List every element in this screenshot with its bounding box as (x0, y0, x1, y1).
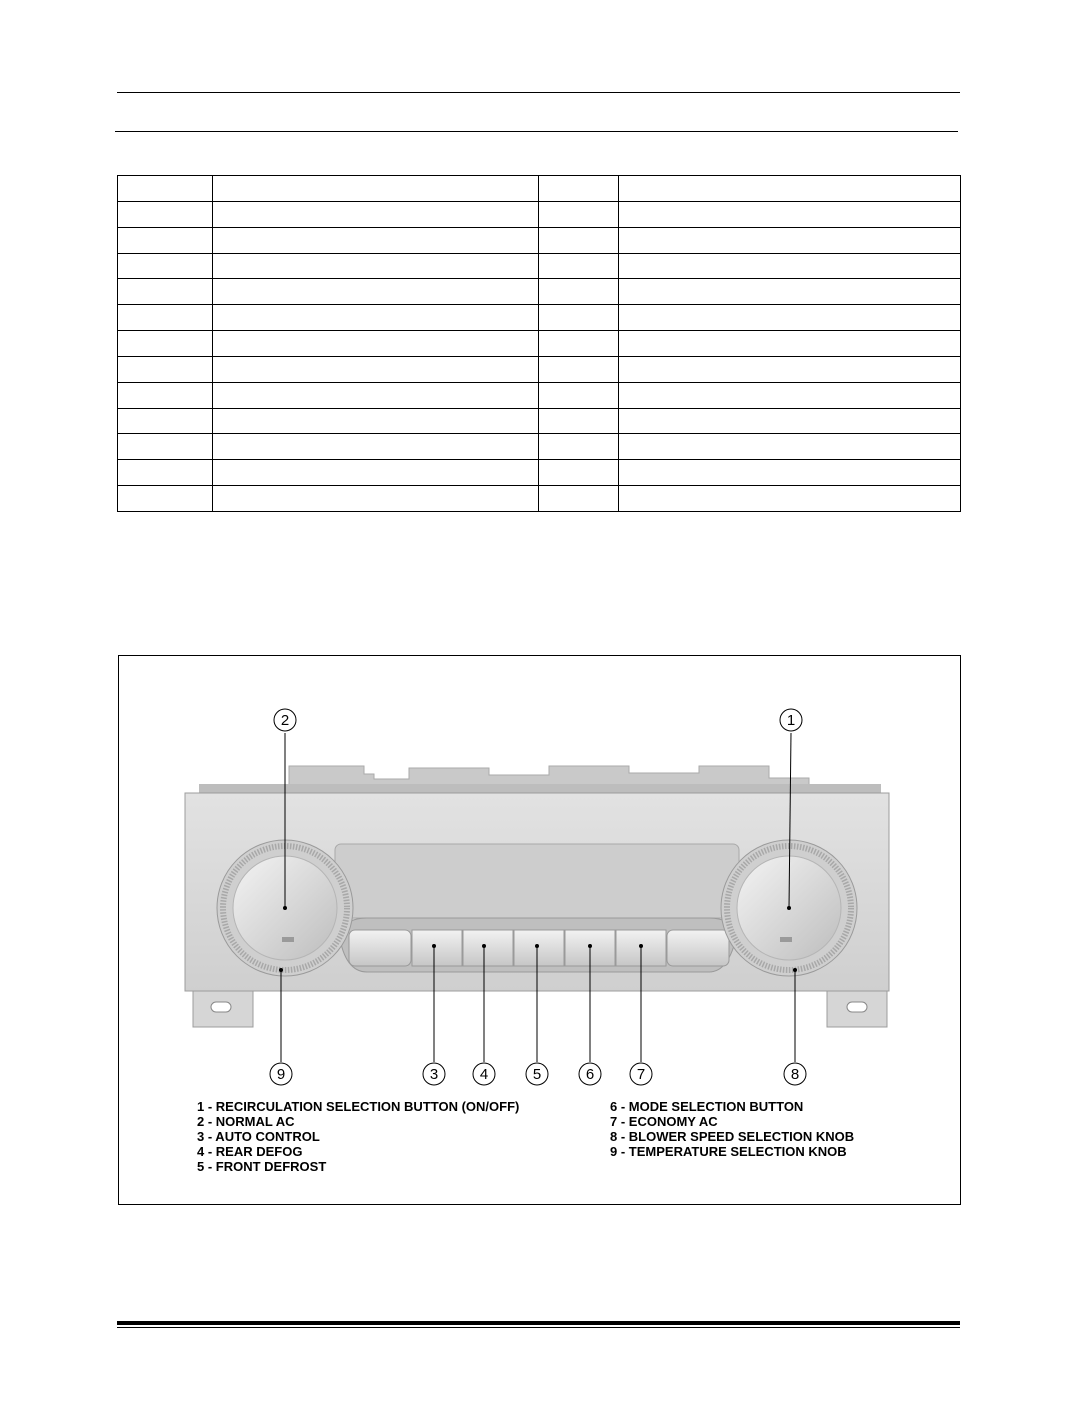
panel-top-housing (199, 766, 881, 796)
svg-text:4: 4 (479, 1066, 489, 1083)
table-cell (213, 305, 539, 331)
display-window (335, 844, 739, 918)
callout-8 (784, 1063, 806, 1085)
table-cell (213, 382, 539, 408)
table-cell (213, 331, 539, 357)
table-cell (213, 356, 539, 382)
table-cell (539, 408, 619, 434)
table-cell (619, 201, 961, 227)
svg-text:5: 5 (532, 1066, 542, 1083)
table-cell (539, 253, 619, 279)
callout-7 (630, 1063, 652, 1085)
callout-9 (270, 1063, 292, 1085)
table-cell (213, 434, 539, 460)
table-cell (619, 253, 961, 279)
table-cell (213, 408, 539, 434)
table-cell (118, 408, 213, 434)
table-cell (539, 356, 619, 382)
table-cell (213, 486, 539, 512)
svg-text:9: 9 (276, 1066, 286, 1083)
table-row (118, 331, 961, 357)
svg-text:2: 2 (280, 712, 290, 729)
svg-text:1: 1 (786, 712, 796, 729)
svg-text:3: 3 (429, 1066, 439, 1083)
table-row (118, 434, 961, 460)
table-cell (118, 305, 213, 331)
table-row (118, 305, 961, 331)
table-cell (619, 434, 961, 460)
legend-item: 3 - AUTO CONTROL (197, 1129, 320, 1144)
table-cell (619, 460, 961, 486)
legend-left (197, 1099, 519, 1174)
svg-text:7: 7 (636, 1066, 646, 1083)
table-cell (539, 279, 619, 305)
button-row (349, 930, 729, 966)
header-rule-bottom (115, 131, 958, 132)
table-cell (619, 176, 961, 202)
table-cell (118, 227, 213, 253)
legend-item: 5 - FRONT DEFROST (197, 1159, 327, 1174)
legend-item: 6 - MODE SELECTION BUTTON (610, 1099, 804, 1114)
header-rule-top (117, 92, 960, 93)
table-row (118, 279, 961, 305)
table-row (118, 408, 961, 434)
footer-rule-thick (117, 1321, 960, 1325)
table-cell (118, 176, 213, 202)
callout-3 (423, 1063, 445, 1085)
table-cell (539, 486, 619, 512)
table-row (118, 356, 961, 382)
callout-5 (526, 1063, 548, 1085)
table-cell (213, 227, 539, 253)
table-cell (539, 382, 619, 408)
svg-text:8: 8 (790, 1066, 800, 1083)
table-cell (619, 356, 961, 382)
table-cell (118, 201, 213, 227)
legend-item: 7 - ECONOMY AC (610, 1114, 718, 1129)
table-cell (118, 382, 213, 408)
table-cell (213, 176, 539, 202)
table-row (118, 201, 961, 227)
table-cell (213, 253, 539, 279)
table-cell (539, 201, 619, 227)
table-cell (118, 356, 213, 382)
legend-item: 9 - TEMPERATURE SELECTION KNOB (610, 1144, 847, 1159)
legend-right (610, 1099, 854, 1159)
footer-rule-thin (117, 1327, 960, 1328)
table-cell (118, 434, 213, 460)
table-cell (619, 486, 961, 512)
legend-item: 1 - RECIRCULATION SELECTION BUTTON (ON/OFF) (197, 1099, 520, 1114)
table-cell (619, 227, 961, 253)
table-cell (539, 176, 619, 202)
table-cell (118, 331, 213, 357)
svg-text:6: 6 (585, 1066, 595, 1083)
legend-item: 2 - NORMAL AC (197, 1114, 295, 1129)
table-cell (619, 279, 961, 305)
table-cell (619, 408, 961, 434)
table-cell (118, 460, 213, 486)
table-row (118, 227, 961, 253)
table-cell (213, 279, 539, 305)
table-row (118, 486, 961, 512)
empty-table (117, 175, 961, 512)
legend-item: 4 - REAR DEFOG (197, 1144, 303, 1159)
table-cell (539, 305, 619, 331)
legend-item: 8 - BLOWER SPEED SELECTION KNOB (610, 1129, 855, 1144)
table-cell (118, 253, 213, 279)
callout-4 (473, 1063, 495, 1085)
table-cell (213, 201, 539, 227)
table-cell (118, 486, 213, 512)
table-cell (619, 305, 961, 331)
table-row (118, 176, 961, 202)
hvac-control-figure (118, 655, 961, 1205)
table-row (118, 460, 961, 486)
table-cell (539, 331, 619, 357)
table-cell (539, 434, 619, 460)
table-row (118, 253, 961, 279)
callout-6 (579, 1063, 601, 1085)
table-cell (539, 227, 619, 253)
callout-1 (780, 709, 802, 731)
table-row (118, 382, 961, 408)
table-cell (619, 331, 961, 357)
table-cell (539, 460, 619, 486)
table-cell (118, 279, 213, 305)
table-cell (213, 460, 539, 486)
table-cell (619, 382, 961, 408)
callout-2 (274, 709, 296, 731)
